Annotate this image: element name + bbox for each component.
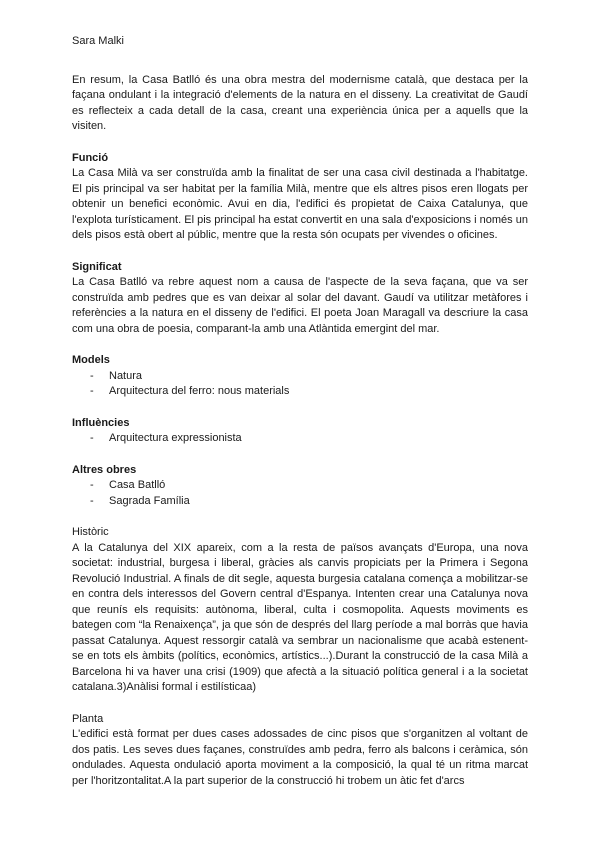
list-item: [72, 494, 528, 510]
list-item: [72, 478, 528, 494]
heading-influencies: Influències: [72, 416, 130, 429]
section-altres-obres: [72, 463, 528, 510]
heading-planta: Planta: [72, 712, 104, 725]
list-item: [72, 431, 528, 447]
list-item: [72, 369, 528, 385]
section-funcio: [72, 151, 528, 244]
intro-paragraph: En resum, la Casa Batlló és una obra mestra del modernisme català, que destaca per la façana ondulant i la integració d'elements de la natura en el disseny. La creativitat de Gaudí es reflecteix a cada detall de la casa, creant una experiència única per a aquells que la visiten.: [72, 73, 528, 132]
paragraph-historic: A la Catalunya del XIX apareix, com a la resta de països avançats d'Europa, una nova societat: industrial, burgesa i liberal, gràcies als canvis propiciats per la Primera i Segona Revolució Industrial. A finals de dit segle, aquesta burgesia catalana comença a mobilitzar-se en contra dels interessos del Govern central d'Espanya. Intenten crear una Catalunya nova que reunís els requisits: autònoma, liberal, culta i cosmopolita. Aquests moviments es bategen com “la Renaixença”, ja que són de després del llarg període a mal borràs que havia passat Catalunya. Aquest ressorgir català va sembrar un nacionalisme que acabà estenent-se en tots els àmbits (polítics, econòmics, artístics...).Durant la construcció de la casa Milà a Barcelona hi va haver una crisi (1909) que afectà a la situació política general i a la societat catalana.3)Anàlisi formal i estilísticaa): [72, 541, 528, 693]
author-name: Sara Malki: [72, 35, 124, 47]
list-item-text: Arquitectura del ferro: nous materials: [109, 385, 290, 397]
heading-funcio: Funció: [72, 151, 109, 164]
list-models: [72, 369, 528, 400]
heading-significat: Significat: [72, 260, 122, 273]
document-page: [72, 34, 528, 789]
list-item-text: Sagrada Família: [109, 494, 190, 507]
dash-marker: -: [90, 432, 94, 444]
heading-historic: Històric: [72, 526, 109, 538]
paragraph-planta: L'edifici està format per dues cases adossades de cinc pisos que s'organitzen al voltant de dos patis. Les seves dues façanes, construïdes amb pedra, ferro als balcons i ceràmica, són ondulades. Aquesta ondulació aporta moviment a la composició, la qual té un ritma marcat per l'horitzontalitat.A la part superior de la construcció hi trobem un àtic fet d'arcs: [72, 728, 528, 787]
list-influencies: [72, 431, 528, 447]
paragraph-funcio: La Casa Milà va ser construïda amb la finalitat de ser una casa civil destinada a l'habitatge. El pis principal va ser habitat per la família Milà, mentre que els altres pisos eren llogats per obtenir un benefici econòmic. Avui en dia, l'edifici és propietat de Caixa Catalunya, que l'explota turísticament. El pis principal ha estat convertit en una sala d'exposicions i només un dels pisos està obert al públic, mentre que la resta són ocupats per vivendes o oficines.: [72, 167, 528, 241]
list-altres-obres: [72, 478, 528, 509]
section-models: [72, 353, 528, 400]
dash-marker: -: [90, 385, 94, 397]
section-influencies: [72, 416, 528, 447]
section-planta: [72, 712, 528, 790]
dash-marker: -: [90, 494, 94, 507]
dash-marker: -: [90, 479, 94, 491]
section-historic: [72, 525, 528, 696]
heading-models: Models: [72, 354, 110, 366]
heading-altres-obres: Altres obres: [72, 463, 137, 476]
section-significat: [72, 260, 528, 338]
list-item-text: Casa Batlló: [109, 479, 166, 491]
paragraph-significat: La Casa Batlló va rebre aquest nom a causa de l'aspecte de la seva façana, que va ser construïda amb pedres que es van deixar al solar del davant. Gaudí va utilitzar metàfores i referències a la natura en el disseny de l'edifici. El poeta Joan Maragall va descriure la casa com una obra de poesia, comparant-la amb una Atlàntida emergint del mar.: [72, 276, 528, 335]
list-item-text: Natura: [109, 369, 143, 382]
list-item: [72, 384, 528, 400]
dash-marker: -: [90, 369, 94, 382]
list-item-text: Arquitectura expressionista: [109, 432, 242, 444]
